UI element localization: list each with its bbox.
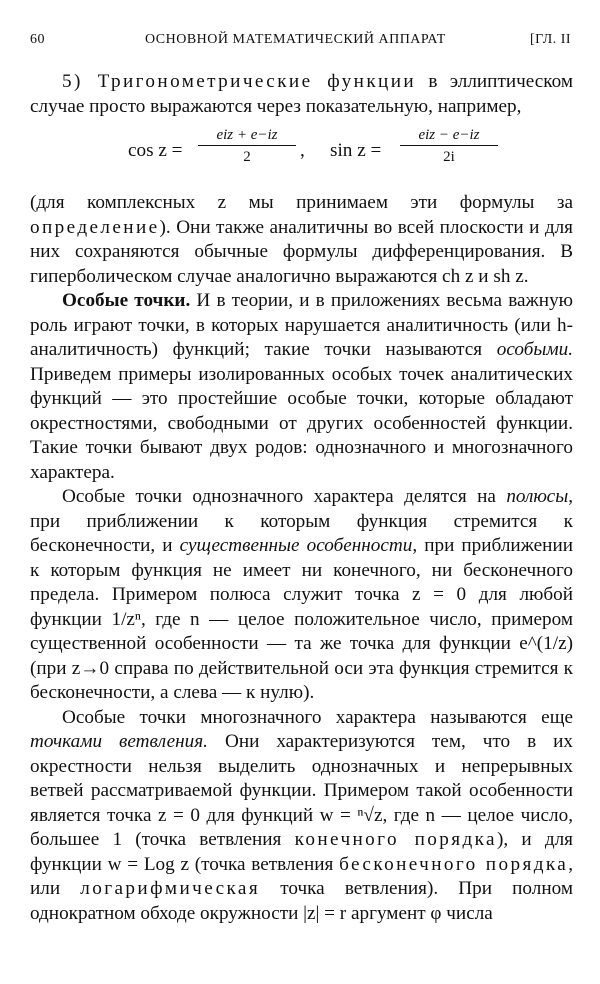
- infinite-order-spaced: бесконечного порядка: [339, 853, 569, 875]
- sin-numerator: eiz − e−iz: [400, 125, 498, 146]
- poles-term: полюсы: [506, 486, 569, 507]
- essential-singularities-term: существенные особенности: [179, 535, 413, 556]
- definition-text-a: (для комплексных z мы принимаем эти формулы за: [30, 192, 573, 213]
- paragraph-trig: [30, 70, 573, 119]
- finite-order-spaced: конечного порядка: [294, 829, 497, 850]
- branch-points-term: точками ветвления.: [30, 731, 208, 752]
- cos-fraction: [198, 125, 296, 168]
- logarithmic-spaced: логарифмическая: [80, 878, 261, 899]
- section-heading: Особые точки.: [62, 290, 191, 311]
- single-valued-text-b: , при приближении к которым функция стремится к бесконечности, и: [30, 486, 573, 556]
- paragraph-singular-points: [30, 289, 573, 485]
- cos-denominator: 2: [243, 149, 251, 165]
- branch-text-c: ), и для функции w = Log z (точка ветвления: [30, 829, 574, 875]
- cos-lhs: cos z =: [128, 140, 183, 161]
- page-number: 60: [30, 32, 45, 47]
- running-header: [0, 32, 600, 56]
- single-valued-text-c: , при приближении к которым функция не имеет ни конечного, ни бесконечного предела. Примером полюса служит точка z = 0 для любой функции 1/zⁿ, где n — целое положительное число, примером существенной особенности — та же точка для функции e^(1/z) (при z→0 справа по действительной оси эта функция стремится к бесконечности, а слева — к нулю).: [30, 535, 573, 703]
- branch-text-b: Они характеризуются тем, что в их окрестности нельзя выделить однозначных и непрерывных ветвей рассматриваемой функции. Примером такой особенности является точка z = 0 для функций w = ⁿ√z, где n — целое число, большее 1 (точка ветвления: [30, 731, 573, 850]
- page-body: [30, 70, 573, 926]
- singular-text-a: И в теории, и в приложениях весьма важную роль играют точки, в которых нарушается аналитичность (или h-аналитичность) функций; такие точки называются: [30, 290, 573, 360]
- formula-comma: ,: [300, 140, 305, 161]
- chapter-label: [ГЛ. II: [530, 32, 572, 47]
- definition-spaced-word: определение: [30, 216, 160, 238]
- single-valued-text-a: Особые точки однозначного характера делятся на: [62, 486, 507, 507]
- sin-denominator: 2i: [443, 149, 455, 165]
- branch-text-a: Особые точки многозначного характера называются еще: [62, 706, 573, 728]
- branch-text-e: точка ветвления). При полном однократном обходе окружности |z| = r аргумент φ числа: [30, 878, 573, 924]
- trig-text: в эллиптическом случае просто выражаются через показательную, например,: [30, 71, 573, 117]
- paragraph-single-valued: [30, 485, 573, 706]
- running-title: ОСНОВНОЙ МАТЕМАТИЧЕСКИЙ АППАРАТ: [145, 32, 446, 47]
- singular-text-b: Приведем примеры изолированных особых точек аналитических функций — это простейшие особые точки, которые обладают окрестностями, свободными от других особенностей функции. Такие точки бывают двух родов: однозначного и многозначного характера.: [30, 363, 573, 483]
- sin-fraction: [400, 125, 498, 168]
- branch-text-d: , или: [30, 853, 573, 899]
- trig-formulas: [30, 125, 573, 183]
- trig-lead: 5) Тригонометрические функции: [62, 71, 417, 92]
- paragraph-branch-points: [30, 706, 573, 927]
- singular-emphasis: особыми.: [496, 339, 573, 360]
- cos-numerator: eiz + e−iz: [198, 125, 296, 146]
- definition-text-c: ). Они также аналитичны во всей плоскости и для них сохраняются обычные формулы дифференцирования. В гиперболическом случае аналогично выражаются ch z и sh z.: [30, 216, 573, 287]
- sin-lhs: sin z =: [330, 140, 382, 161]
- paragraph-definition: [30, 191, 573, 289]
